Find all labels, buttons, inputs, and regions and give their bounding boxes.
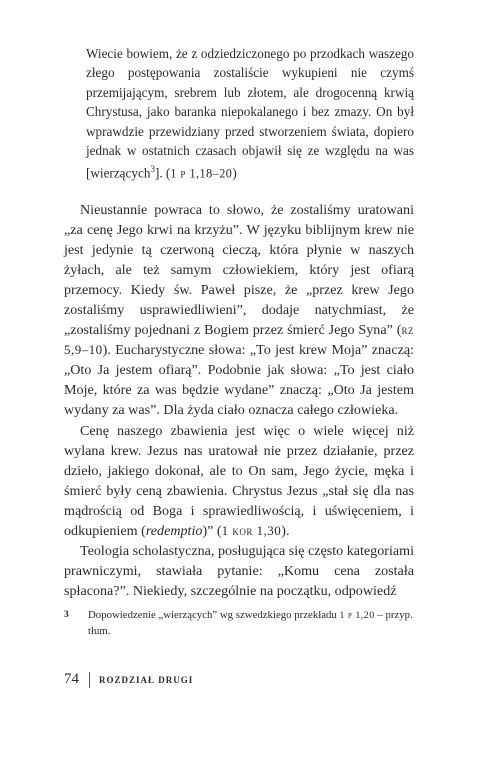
footnote-text-a: Dopowiedzenie „wierzących” wg szwedzkiego przekładu bbox=[88, 609, 340, 621]
page-footer bbox=[64, 671, 193, 688]
quote-text bbox=[86, 44, 414, 184]
p1-citation: rz 5,9–10 bbox=[64, 322, 414, 358]
footnote-text-b: – przyp. tłum. bbox=[88, 609, 413, 637]
quote-body: Wiecie bowiem, że z odziedziczonego po przodkach waszego złego postępowania zostaliście wykupieni nie czymś przemijającym, srebrem lub złotem, ale drogocenną krwią Chrystusa, jako baranka niepokalanego i bez zmazy. On był wprawdzie przewidziany przed stworzeniem świata, dopiero jednak w ostatnich czasach objawił się ze względu na was [wierzących bbox=[86, 46, 414, 181]
paragraph-2 bbox=[64, 421, 414, 541]
body-text bbox=[64, 200, 414, 601]
footer-divider bbox=[89, 672, 90, 688]
p1-text-b: ). Eucharystyczne słowa: „To jest krew Moja” znaczą: „Oto Ja jestem ofiarą”. Podobnie jak słowa: „To jest ciało Moje, które za was będzie wydane” znaczą: „Oto Ja jestem wydany za was”. Dla żyda ciało oznacza całego człowieka. bbox=[64, 342, 414, 419]
quote-after-ref: ]. ( bbox=[154, 165, 171, 181]
page-number: 74 bbox=[64, 671, 79, 687]
quote-citation: 1 p 1,18–20 bbox=[170, 166, 233, 181]
footnote bbox=[64, 608, 414, 639]
p2-citation: 1 kor 1,30 bbox=[221, 522, 282, 538]
paragraph-1 bbox=[64, 200, 414, 421]
p2-italic: redemptio bbox=[145, 522, 203, 539]
chapter-title: ROZDZIAŁ DRUGI bbox=[99, 674, 194, 685]
p2-text-c: ). bbox=[281, 522, 290, 539]
footnote-citation: 1 p 1,20 bbox=[339, 610, 375, 621]
footnote-number: 3 bbox=[64, 610, 69, 620]
footnote-text bbox=[88, 608, 414, 639]
scripture-quote bbox=[86, 44, 414, 184]
p2-text-b: )” ( bbox=[202, 522, 222, 539]
quote-close: ) bbox=[232, 165, 237, 181]
p2-text-a: Cenę naszego zbawienia jest więc o wiele więcej niż wylana krew. Jezus nas uratował nie przez działanie, przez dzieło, jakiego dokonał, ale to On sam, Jego życie, męka i śmierć były ceną zbawienia. Chrystus Jezus „stał się dla nas mądrością od Boga i sprawiedliwością, i uświęceniem, i odkupieniem ( bbox=[64, 422, 414, 539]
p1-text-a: Nieustannie powraca to słowo, że zostaliśmy uratowani „za cenę Jego krwi na krzyżu”. W języku biblijnym krew nie jest jedynie tą czerwoną cieczą, która płynie w naszych żyłach, ale też samym człowiekiem, który jest ofiarą przemocy. Kiedy św. Paweł pisze, że „przez krew Jego zostaliśmy usprawiedliwieni”, dodaje natychmiast, że „zostaliśmy pojednani z Bogiem przez śmierć Jego Syna” ( bbox=[64, 202, 414, 339]
paragraph-3: Teologia scholastyczna, posługująca się często kategoriami prawniczymi, stawiała pytanie: „Komu cena została spłacona?”. Niekiedy, szczególnie na początku, odpowiedź bbox=[64, 542, 415, 599]
footnote-ref[interactable]: 3 bbox=[150, 164, 155, 175]
